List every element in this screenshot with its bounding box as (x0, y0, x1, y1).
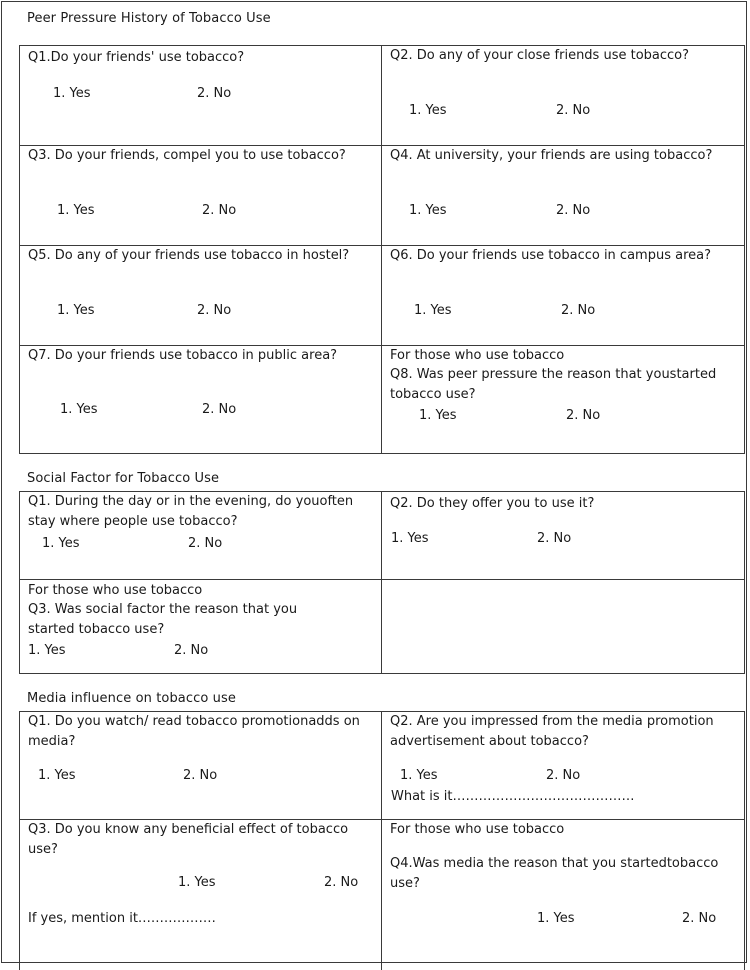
option-no[interactable]: 2. No (556, 203, 591, 218)
question-cell-q3 (20, 146, 382, 246)
question-text: Q4. At university, your friends are using tobacco? (390, 148, 713, 163)
question-text: Q2. Do they offer you to use it? (390, 496, 595, 511)
note-tobacco-users: For those who use tobacco (390, 822, 565, 837)
peer-pressure-table (19, 45, 745, 454)
question-cell-q2 (382, 712, 745, 820)
option-no[interactable]: 2. No (174, 643, 209, 658)
question-text: Q8. Was peer pressure the reason that youstarted tobacco use? (390, 367, 717, 402)
option-no[interactable]: 2. No (202, 203, 237, 218)
option-yes[interactable]: 1. Yes (409, 203, 447, 218)
question-text: Q3. Was social factor the reason that you started tobacco use? (28, 602, 298, 637)
option-no[interactable]: 2. No (324, 875, 359, 890)
question-text: Q1. Do you watch/ read tobacco promotionadds on media? (28, 714, 360, 749)
question-text: Q3. Do you know any beneficial effect of tobacco use? (28, 822, 349, 857)
option-yes[interactable]: 1. Yes (57, 203, 95, 218)
empty-cell (382, 580, 745, 674)
media-influence-table (19, 711, 745, 970)
question-cell-q1 (20, 492, 382, 580)
option-no[interactable]: 2. No (561, 303, 596, 318)
question-text: Q2. Do any of your close friends use tobacco? (390, 48, 690, 63)
option-no[interactable]: 2. No (546, 768, 581, 783)
option-yes[interactable]: 1. Yes (28, 643, 66, 658)
section-title-peer-pressure: Peer Pressure History of Tobacco Use (27, 11, 271, 26)
note-tobacco-users: For those who use tobacco (390, 348, 565, 363)
question-text: Q7. Do your friends use tobacco in public area? (28, 348, 338, 363)
question-text: Q1. During the day or in the evening, do youoften stay where people use tobacco? (28, 494, 354, 529)
option-yes[interactable]: 1. Yes (38, 768, 76, 783)
option-no[interactable]: 2. No (197, 303, 232, 318)
option-yes[interactable]: 1. Yes (60, 402, 98, 417)
option-yes[interactable]: 1. Yes (414, 303, 452, 318)
section-title-media-influence: Media influence on tobacco use (27, 691, 236, 706)
question-text: Q4.Was media the reason that you startedtobacco use? (390, 856, 719, 891)
question-text: Q3. Do your friends, compel you to use tobacco? (28, 148, 346, 163)
option-yes[interactable]: 1. Yes (400, 768, 438, 783)
question-text: Q5. Do any of your friends use tobacco in hostel? (28, 248, 350, 263)
option-no[interactable]: 2. No (682, 911, 717, 926)
option-yes[interactable]: 1. Yes (53, 86, 91, 101)
question-cell-q1 (20, 46, 382, 146)
option-no[interactable]: 2. No (197, 86, 232, 101)
option-no[interactable]: 2. No (537, 531, 572, 546)
follow-up-answer-line[interactable]: If yes, mention it……………… (28, 911, 216, 926)
social-factor-table (19, 491, 745, 674)
option-no[interactable]: 2. No (566, 408, 601, 423)
note-tobacco-users: For those who use tobacco (28, 583, 203, 598)
option-no[interactable]: 2. No (188, 536, 223, 551)
question-cell-q2 (382, 492, 745, 580)
option-no[interactable]: 2. No (183, 768, 218, 783)
question-text: Q6. Do your friends use tobacco in campus area? (390, 248, 711, 263)
option-yes[interactable]: 1. Yes (419, 408, 457, 423)
section-title-social-factor: Social Factor for Tobacco Use (27, 471, 220, 486)
question-text: Q2. Are you impressed from the media promotion advertisement about tobacco? (390, 714, 714, 749)
question-cell-q1 (20, 712, 382, 820)
question-cell-q2 (382, 46, 745, 146)
question-cell-q5 (20, 246, 382, 346)
option-yes[interactable]: 1. Yes (178, 875, 216, 890)
question-cell-q4 (382, 820, 745, 970)
option-yes[interactable]: 1. Yes (537, 911, 575, 926)
question-cell-q8 (382, 346, 745, 454)
option-yes[interactable]: 1. Yes (409, 103, 447, 118)
question-text: Q1.Do your friends' use tobacco? (28, 50, 245, 65)
question-cell-q4 (382, 146, 745, 246)
option-yes[interactable]: 1. Yes (57, 303, 95, 318)
question-cell-q3 (20, 820, 382, 970)
question-cell-q6 (382, 246, 745, 346)
option-yes[interactable]: 1. Yes (42, 536, 80, 551)
option-yes[interactable]: 1. Yes (391, 531, 429, 546)
follow-up-answer-line[interactable]: What is it…………………………………… (391, 789, 635, 804)
option-no[interactable]: 2. No (556, 103, 591, 118)
option-no[interactable]: 2. No (202, 402, 237, 417)
question-cell-q3 (20, 580, 382, 674)
question-cell-q7 (20, 346, 382, 454)
